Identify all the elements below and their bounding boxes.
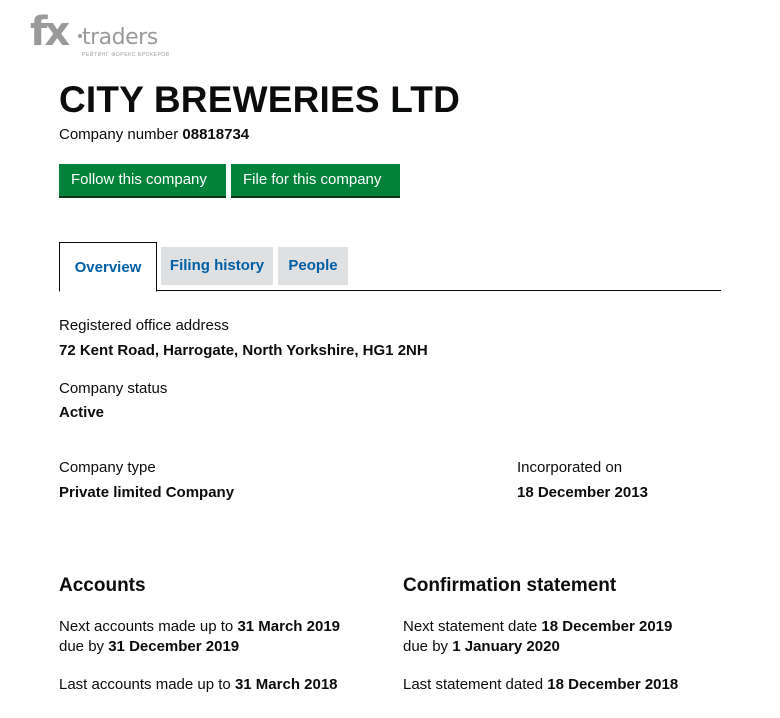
company-type-value: Private limited Company [59, 484, 235, 501]
page-title: CITY BREWERIES LTD [59, 79, 461, 120]
tabs-divider [59, 290, 721, 291]
confirmation-next-line [403, 618, 672, 635]
confirmation-due-label: due by [403, 638, 449, 655]
confirmation-last-line [403, 676, 678, 693]
accounts-next-date: 31 March 2019 [237, 618, 341, 635]
accounts-next-line [59, 618, 340, 635]
logo-name: traders [82, 25, 158, 50]
accounts-next-label: Next accounts made up to [59, 618, 234, 635]
company-number-value: 08818734 [182, 126, 250, 143]
confirmation-last-date: 18 December 2018 [547, 676, 679, 693]
accounts-last-line [59, 676, 338, 693]
confirmation-next-date: 18 December 2019 [541, 618, 673, 635]
tab-overview[interactable]: Overview [59, 242, 157, 292]
registered-address-value: 72 Kent Road, Harrogate, North Yorkshire, HG1 2NH [59, 342, 428, 359]
company-type-label: Company type [59, 459, 156, 476]
tab-filing-history[interactable]: Filing history [161, 247, 273, 285]
accounts-due-line [59, 638, 239, 655]
confirmation-due-date: 1 January 2020 [452, 638, 560, 655]
tab-people[interactable]: People [278, 247, 348, 285]
accounts-heading: Accounts [59, 575, 146, 596]
confirmation-last-label: Last statement dated [403, 676, 544, 693]
file-for-company-button[interactable]: File for this company [231, 164, 400, 196]
confirmation-heading: Confirmation statement [403, 575, 617, 596]
accounts-due-label: due by [59, 638, 105, 655]
confirmation-next-label: Next statement date [403, 618, 538, 635]
logo-tagline: РЕЙТИНГ ФОРЕКС БРОКЕРОВ [82, 52, 170, 58]
accounts-last-label: Last accounts made up to [59, 676, 231, 693]
company-number [59, 126, 249, 143]
accounts-due-date: 31 December 2019 [108, 638, 240, 655]
incorporated-label: Incorporated on [517, 459, 623, 476]
company-status-label: Company status [59, 380, 168, 397]
confirmation-due-line [403, 638, 560, 655]
incorporated-value: 18 December 2013 [517, 484, 648, 501]
follow-company-button[interactable]: Follow this company [59, 164, 226, 196]
company-number-label: Company number [59, 126, 179, 143]
logo-mark: fx [30, 9, 68, 55]
company-status-value: Active [59, 404, 105, 421]
registered-address-label: Registered office address [59, 317, 229, 334]
accounts-last-date: 31 March 2018 [234, 676, 338, 693]
